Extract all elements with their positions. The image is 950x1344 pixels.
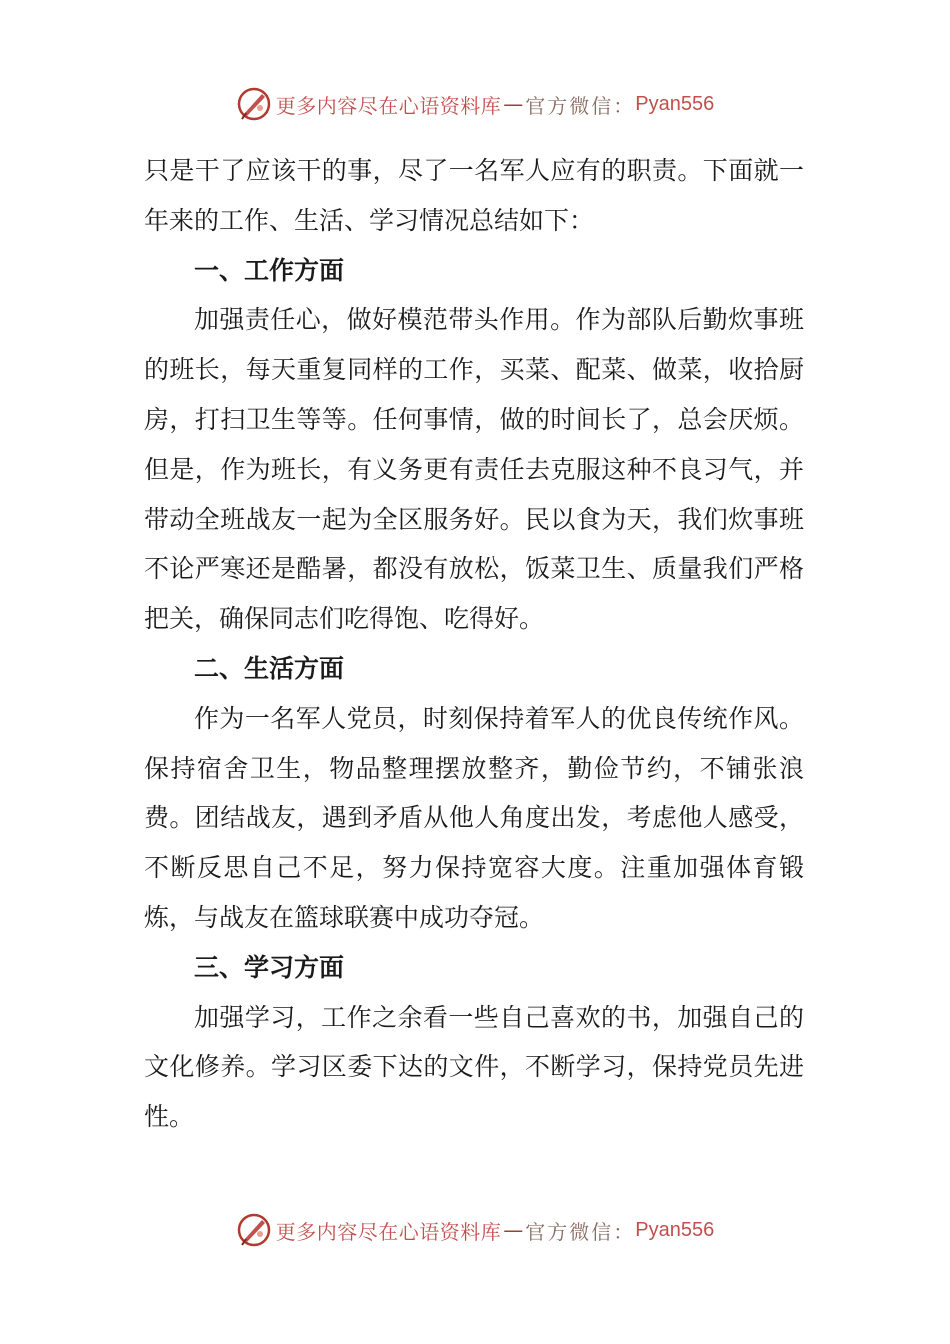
section-heading-study: 三、学习方面 — [194, 952, 345, 982]
section-body-study: 加强学习，工作之余看一些自己喜欢的书，加强自己的文化修养。学习区委下达的文件，不断学习，保持党员先进性。 — [144, 1002, 804, 1132]
footer-banner — [0, 1208, 950, 1252]
banner-wechat-id: Pyan556 — [635, 1218, 715, 1241]
banner-wechat-label: 官方微信： — [525, 1219, 636, 1244]
banner-dash: — — [503, 92, 524, 116]
opening-paragraph: 只是干了应该干的事，尽了一名军人应有的职责。下面就一年来的工作、生活、学习情况总结如下： — [144, 156, 804, 235]
section-body-work: 加强责任心，做好模范带头作用。作为部队后勤炊事班的班长，每天重复同样的工作，买菜、配菜、做菜，收拾厨房，打扫卫生等等。任何事情，做的时间长了，总会厌烦。但是，作为班长，有义务更有责任去克服这种不良习气，并带动全班战友一起为全区服务好。民以食为天，我们炊事班不论严寒还是酷暑，都没有放松，饭菜卫生、质量我们严格把关，确保同志们吃得饱、吃得好。 — [144, 305, 804, 634]
section-heading-work: 一、工作方面 — [194, 255, 345, 285]
banner-brand: 更多内容尽在心语资料库 — [275, 1219, 502, 1244]
section-heading-life: 二、生活方面 — [194, 653, 345, 683]
header-banner — [0, 82, 950, 126]
quill-logo-icon — [236, 1212, 272, 1248]
document-body — [144, 146, 804, 1142]
banner-wechat-label: 官方微信： — [525, 93, 636, 118]
quill-logo-icon — [236, 86, 272, 122]
banner-wechat-id: Pyan556 — [635, 92, 715, 115]
banner-dash: — — [503, 1218, 524, 1242]
section-body-life: 作为一名军人党员，时刻保持着军人的优良传统作风。保持宿舍卫生，物品整理摆放整齐，勤俭节约，不铺张浪费。团结战友，遇到矛盾从他人角度出发，考虑他人感受，不断反思自己不足，努力保持宽容大度。注重加强体育锻炼，与战友在篮球联赛中成功夺冠。 — [144, 703, 804, 932]
banner-brand: 更多内容尽在心语资料库 — [275, 93, 502, 118]
